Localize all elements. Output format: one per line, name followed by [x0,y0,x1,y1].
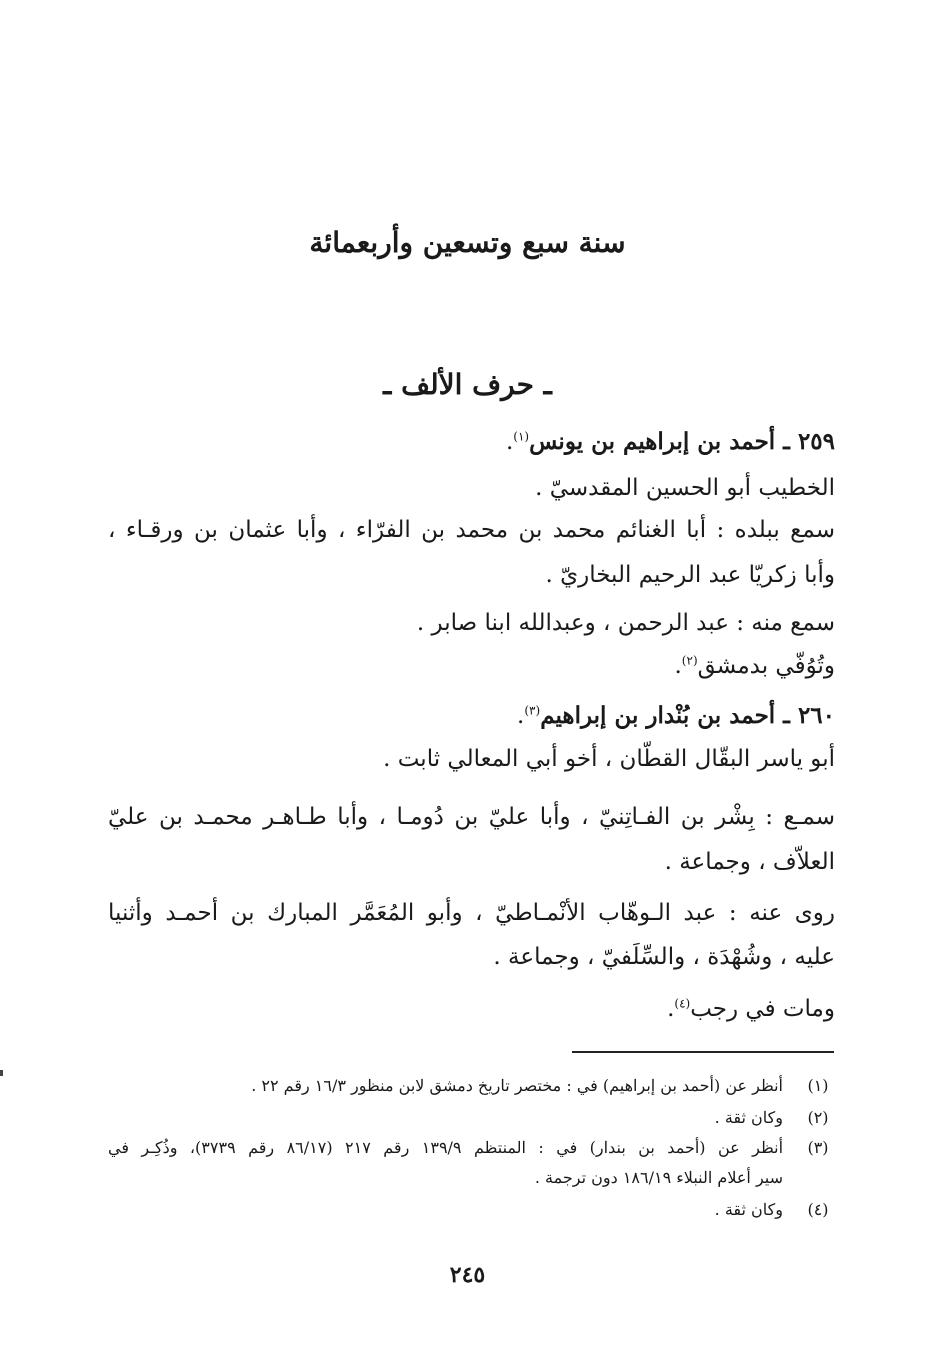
entry-259-line: وأبا زكريّا عبد الرحيم البخاريّ . [545,562,835,588]
entry-260-line: روى عنه : عبد الـوهّاب الأنْمـاطيّ ، وأبو المُعَمَّر المبارك بن أحمـد وأثنيا [108,900,835,926]
chapter-title: سنة سبع وتسعين وأربعمائة [309,226,626,259]
footnote-separator [572,1051,834,1053]
footnote-text: سير أعلام النبلاء ١٨٦/١٩ دون ترجمة . [534,1168,783,1187]
entry-259-title: ٢٥٩ ـ أحمد بن إبراهيم بن يونس [529,428,835,455]
entry-259-death-text: وتُوُفّي بدمشق [697,653,835,679]
entry-259-title-end: . [505,429,514,455]
entry-259-death-end: . [674,653,682,679]
footnote-text: وكان ثقة . [714,1200,783,1219]
entry-260-death-text: ومات في رجب [690,996,835,1022]
footnote-ref-1: (١) [513,429,530,444]
entry-260-title-end: . [517,703,525,729]
footnote-ref-4: (٤) [674,996,691,1011]
entry-259-death-line [108,650,835,682]
footnote-number: (٣) [807,1138,829,1157]
entry-259-heading [108,426,835,458]
footnote-text: أنظر عن (أحمد بن إبراهيم) في : مختصر تاريخ دمشق لابن منظور ١٦/٣ رقم ٢٢ . [251,1076,783,1095]
footnote-text: أنظر عن (أحمد بن بندار) في : المنتظم ١٣٩/٩ رقم ٢١٧ (٨٦/١٧ رقم ٣٧٣٩)، وذُكِـر في [108,1138,784,1157]
footnote-text: وكان ثقة . [714,1108,783,1127]
page-number: ٢٤٥ [449,1262,486,1288]
entry-260-title: ٢٦٠ ـ أحمد بن بُنْدار بن إبراهيم [540,702,835,729]
entry-260-line: سمـع : بِشْر بن الفـاتِنيّ ، وأبا عليّ بن دُومـا ، وأبا طـاهـر محمـد بن عليّ [108,804,835,830]
entry-260-death-line [108,993,835,1025]
entry-259-line: سمع ببلده : أبا الغنائم محمد بن محمد بن الفرّاء ، وأبا عثمان بن ورقـاء ، [108,517,835,543]
footnote-ref-3: (٣) [524,703,541,718]
entry-260-line: عليه ، وشُهْدَة ، والسِّلَفيّ ، وجماعة . [493,944,835,970]
footnote-ref-2: (٢) [681,653,698,668]
entry-260-death-end: . [667,996,675,1022]
entry-259-line: سمع منه : عبد الرحمن ، وعبدالله ابنا صابر . [416,610,835,636]
entry-260-line: العلاّف ، وجماعة . [664,849,835,875]
footnote-number: (١) [807,1076,829,1095]
section-heading: ـ حرف الألف ـ [383,368,552,401]
entry-259-line: الخطيب أبو الحسين المقدسيّ . [535,475,835,501]
scan-artifact [0,1070,3,1076]
entry-260-line: أبو ياسر البقّال القطّان ، أخو أبي المعالي ثابت . [383,746,835,772]
entry-260-heading [108,700,835,732]
footnote-number: (٤) [807,1200,829,1219]
footnote-number: (٢) [807,1108,829,1127]
